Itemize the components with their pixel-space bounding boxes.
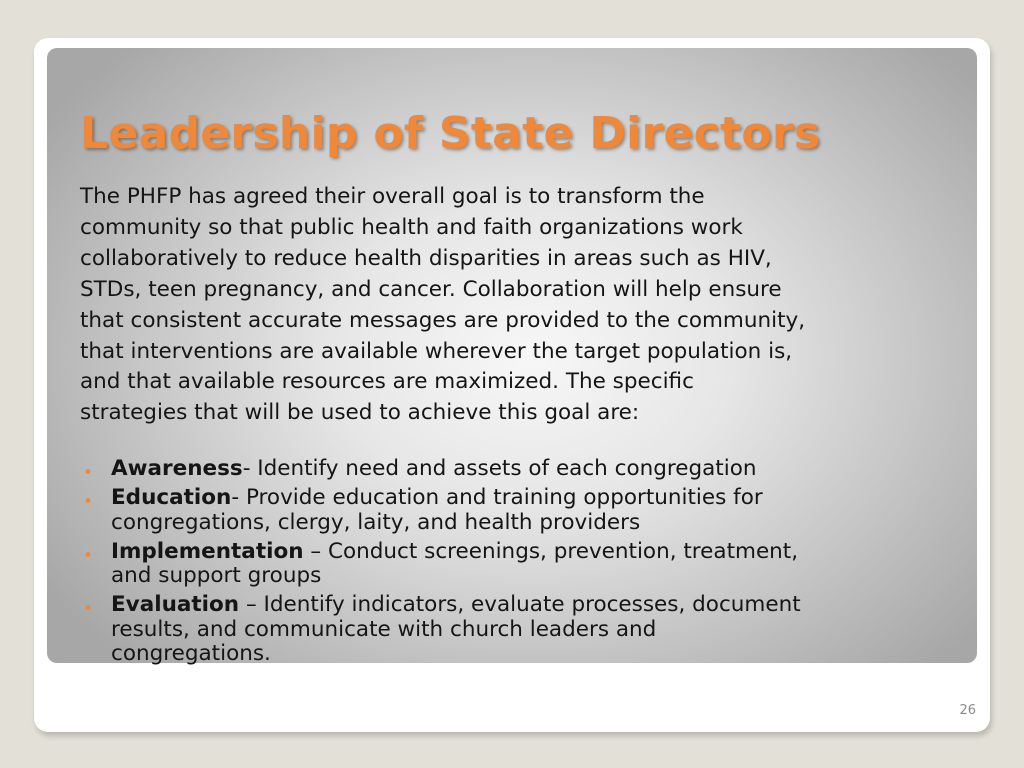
bullet-dot-icon: • [83, 492, 94, 512]
bullet-dot-icon: • [83, 545, 94, 566]
intro-line: and that available resources are maximized. The specific [80, 369, 694, 395]
strategy-item-awareness [80, 457, 960, 482]
strategy-text: – Conduct screenings, prevention, treatment, [303, 538, 799, 564]
bullet-line [111, 486, 960, 511]
bullet-dot-icon: • [83, 599, 94, 619]
strategy-item-education [80, 486, 960, 535]
strategy-item-implementation [80, 540, 960, 589]
slide-title: Leadership of State Directors [80, 108, 821, 159]
intro-line: strategies that will be used to achieve this goal are: [80, 400, 640, 426]
bullet-continuation: congregations, clergy, laity, and health providers [111, 509, 641, 535]
bullet-line [111, 457, 960, 482]
intro-line: STDs, teen pregnancy, and cancer. Collaboration will help ensure [80, 276, 782, 302]
bullet-line [111, 593, 960, 618]
strategy-text: - Identify need and assets of each congregation [242, 456, 757, 481]
strategy-text: – Identify indicators, evaluate processes, document [239, 592, 801, 617]
strategy-term: Education [111, 485, 232, 510]
bullet-continuation: results, and communicate with church leaders and [111, 616, 657, 642]
page-number: 26 [959, 703, 976, 718]
strategy-item-evaluation [80, 593, 960, 667]
bullet-continuation: and support groups [111, 563, 322, 588]
intro-line: that consistent accurate messages are provided to the community, [80, 307, 806, 333]
intro-line: community so that public health and faith organizations work [80, 214, 743, 240]
intro-paragraph [80, 182, 960, 429]
intro-line: The PHFP has agreed their overall goal is to transform the [80, 184, 705, 209]
strategy-term: Evaluation [111, 592, 240, 617]
strategy-list [80, 457, 960, 671]
intro-line: that interventions are available wherever the target population is, [80, 338, 793, 364]
intro-line: collaboratively to reduce health disparities in areas such as HIV, [80, 245, 772, 271]
bullet-dot-icon: • [83, 463, 94, 483]
bullet-line [111, 540, 960, 565]
strategy-text: - Provide education and training opportunities for [231, 485, 763, 510]
strategy-term: Implementation [111, 538, 304, 564]
bullet-continuation: congregations. [111, 641, 271, 666]
strategy-term: Awareness [111, 456, 243, 481]
